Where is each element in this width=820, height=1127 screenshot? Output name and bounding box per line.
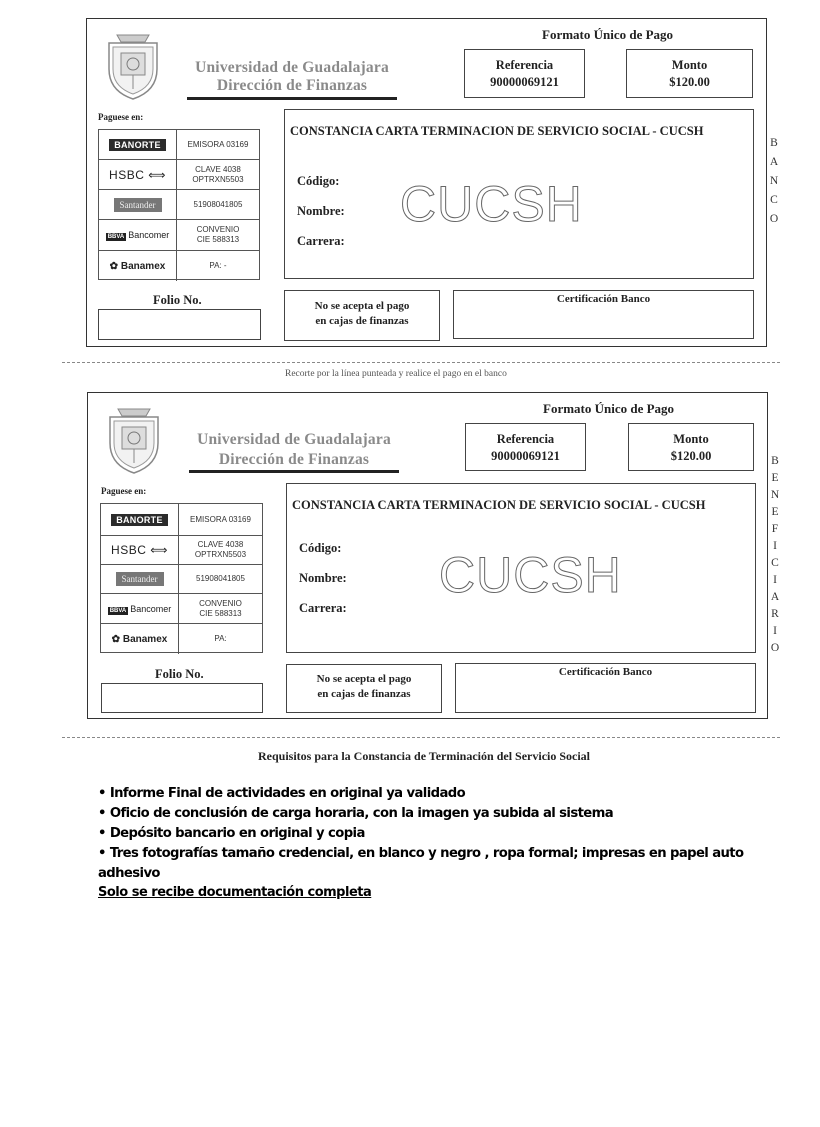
bancomer-logo-icon: BBVA Bancomer [109, 603, 172, 614]
bank-table [100, 503, 263, 653]
amount-label: Monto [671, 58, 708, 72]
bank-row [99, 190, 259, 220]
bank-row [99, 160, 259, 190]
hsbc-logo-icon: HSBC ⟺ [111, 543, 168, 557]
reference-label: Referencia [495, 58, 554, 72]
requirements-list [98, 784, 758, 884]
bank-certification-label: Certificación Banco [558, 666, 653, 678]
concept-title: CONSTANCIA CARTA TERMINACION DE SERVICIO SOCIAL - CUCSH [290, 124, 704, 138]
list-item: • Tres fotografías tamaño credencial, en blanco y negro , ropa formal; impresas en papel auto adhesivo [98, 844, 758, 884]
list-item: • Informe Final de actividades en original ya validado [98, 784, 758, 804]
bank-row [99, 220, 259, 251]
no-cash-notice: No se acepta el pago en cajas de finanzas [314, 300, 410, 327]
bank-code: CONVENIO CIE 588313 [196, 225, 240, 244]
bank-certification-label: Certificación Banco [556, 293, 651, 305]
amount-value: $120.00 [669, 75, 710, 89]
codigo-label: Código: [297, 174, 340, 188]
bank-code: 51908041805 [193, 199, 243, 209]
hsbc-logo-icon: HSBC ⟺ [109, 167, 166, 182]
beneficiary-copy-coupon [87, 392, 780, 719]
bank-code: PA: [214, 634, 227, 643]
no-cash-notice: No se acepta el pago en cajas de finanzas [316, 673, 412, 700]
bank-copy-coupon [86, 18, 779, 347]
bank-code: PA: - [209, 261, 227, 270]
banamex-logo-icon: ✿ Banamex [109, 260, 166, 272]
cucsh-stamp: CUCSH [400, 176, 583, 232]
folio-box [98, 309, 261, 340]
university-seal-icon [101, 29, 165, 101]
carrera-label: Carrera: [297, 234, 345, 248]
codigo-label: Código: [299, 541, 342, 555]
amount-value: $120.00 [670, 449, 712, 463]
university-name: Universidad de Guadalajara [195, 59, 389, 76]
bank-side-label: B A N C O [769, 137, 779, 225]
bank-code: CLAVE 4038 OPTRXN5503 [192, 164, 244, 184]
folio-label: Folio No. [155, 667, 204, 681]
banorte-logo-icon: BANORTE [109, 139, 166, 151]
santander-logo-icon: Santander [116, 572, 164, 586]
reference-label: Referencia [496, 432, 555, 446]
coupon-title: Formato Único de Pago [543, 401, 675, 416]
amount-box [628, 423, 754, 471]
reference-value: 90000069121 [491, 449, 560, 463]
folio-box [101, 683, 263, 713]
folio-label: Folio No. [153, 293, 202, 307]
bank-row [101, 594, 262, 624]
bank-row [99, 251, 259, 281]
bank-code: CONVENIO CIE 588313 [199, 598, 242, 618]
bancomer-logo-icon: BBVA Bancomer [107, 230, 170, 240]
list-item: • Oficio de conclusión de carga horaria, con la imagen ya subida al sistema [98, 804, 758, 824]
bank-table [98, 129, 260, 280]
concept-box [284, 109, 754, 279]
list-item: • Depósito bancario en original y copia [98, 824, 758, 844]
bank-code: 51908041805 [196, 574, 245, 583]
coupon-title: Formato Único de Pago [542, 27, 674, 42]
reference-box [465, 423, 586, 471]
amount-label: Monto [673, 432, 709, 446]
pay-at-label: Paguese en: [101, 486, 147, 496]
bank-row [101, 536, 262, 565]
nombre-label: Nombre: [299, 571, 347, 585]
cucsh-stamp: CUCSH [439, 547, 622, 603]
requirements-note: Solo se recibe documentación completa [98, 885, 372, 900]
department-name: Dirección de Finanzas [218, 451, 370, 468]
nombre-label: Nombre: [297, 204, 345, 218]
concept-box [286, 483, 756, 653]
header-rule [187, 97, 397, 100]
amount-box [626, 49, 753, 98]
cut-instruction: Recorte por la línea punteada y realice el pago en el banco [285, 369, 507, 379]
department-name: Dirección de Finanzas [216, 77, 368, 94]
university-seal-icon [102, 403, 166, 475]
bank-row [101, 504, 262, 536]
bank-code: EMISORA 03169 [190, 514, 251, 524]
santander-logo-icon: Santander [114, 198, 162, 212]
pay-at-label: Paguese en: [98, 112, 144, 122]
reference-value: 90000069121 [490, 75, 559, 89]
bank-certification-box [453, 290, 754, 339]
bank-code: CLAVE 4038 OPTRXN5503 [194, 540, 247, 559]
bank-row [99, 130, 259, 160]
banorte-logo-icon: BANORTE [111, 514, 168, 526]
cut-line [62, 362, 780, 363]
bank-row [101, 624, 262, 654]
no-cash-box [286, 664, 442, 713]
bank-code: EMISORA 03169 [187, 139, 249, 149]
cut-line [62, 737, 780, 738]
header-rule [189, 470, 399, 473]
banamex-logo-icon: ✿ Banamex [111, 633, 168, 645]
bank-row [101, 565, 262, 594]
concept-title: CONSTANCIA CARTA TERMINACION DE SERVICIO SOCIAL - CUCSH [292, 498, 706, 512]
carrera-label: Carrera: [299, 601, 347, 615]
reference-box [464, 49, 585, 98]
requirements-title: Requisitos para la Constancia de Terminación del Servicio Social [258, 749, 591, 763]
no-cash-box [284, 290, 440, 341]
university-name: Universidad de Guadalajara [197, 431, 391, 448]
beneficiary-side-label: B E N E F I C I A R I O [770, 455, 780, 654]
bank-certification-box [455, 663, 756, 713]
